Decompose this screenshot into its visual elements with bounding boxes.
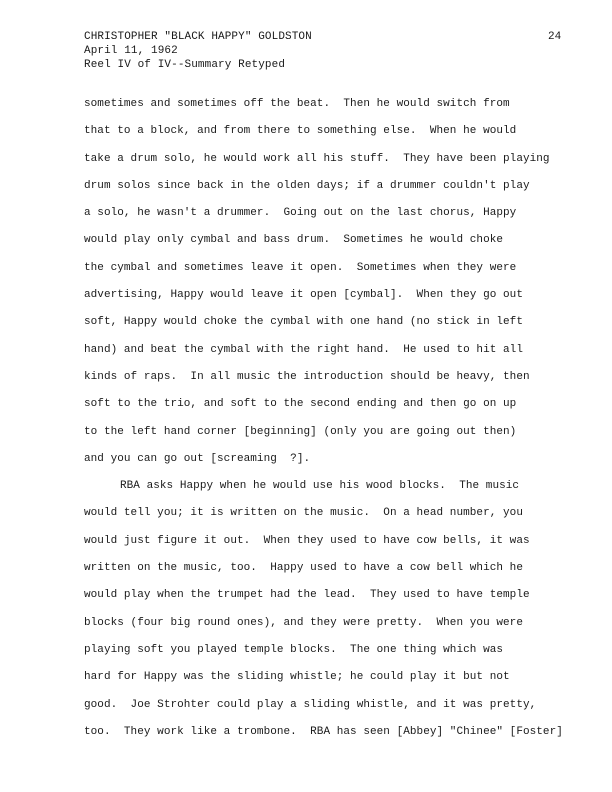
interviewee-name: CHRISTOPHER "BLACK HAPPY" GOLDSTON	[84, 31, 312, 43]
text-line: would play only cymbal and bass drum. Sometimes he would choke	[84, 234, 504, 247]
text-line: too. They work like a trombone. RBA has seen [Abbey] "Chinee" [Foster]	[84, 725, 563, 738]
text-line: the cymbal and sometimes leave it open. Sometimes when they were	[84, 261, 517, 274]
text-line: drum solos since back in the olden days; if a drummer couldn't play	[84, 179, 530, 192]
text-line: would play when the trumpet had the lead. They used to have temple	[84, 589, 530, 602]
text-line: blocks (four big round ones), and they were pretty. When you were	[84, 616, 523, 629]
text-line: would just figure it out. When they used to have cow bells, it was	[84, 534, 530, 547]
page-number: 24	[548, 31, 562, 43]
text-line: take a drum solo, he would work all his stuff. They have been playing	[84, 152, 550, 165]
interview-date: April 11, 1962	[84, 45, 178, 57]
text-line: good. Joe Strohter could play a sliding whistle, and it was pretty,	[84, 698, 537, 711]
text-line: kinds of raps. In all music the introduction should be heavy, then	[84, 370, 530, 383]
text-line: soft to the trio, and soft to the second ending and then go on up	[84, 398, 517, 411]
text-line: would tell you; it is written on the music. On a head number, you	[84, 507, 523, 520]
text-line: and you can go out [screaming ?].	[84, 452, 311, 465]
transcript-body	[84, 97, 612, 752]
text-line: sometimes and sometimes off the beat. Then he would switch from	[84, 98, 510, 110]
paragraph-start-line: RBA asks Happy when he would use his wood blocks. The music	[120, 480, 520, 493]
text-line: hard for Happy was the sliding whistle; he could play it but not	[84, 671, 510, 684]
text-line: a solo, he wasn't a drummer. Going out on the last chorus, Happy	[84, 207, 517, 220]
text-line: written on the music, too. Happy used to have a cow bell which he	[84, 562, 523, 575]
text-line: hand) and beat the cymbal with the right hand. He used to hit all	[84, 343, 523, 356]
text-line: advertising, Happy would leave it open [cymbal]. When they go out	[84, 289, 523, 302]
document-header	[84, 30, 312, 72]
text-line: soft, Happy would choke the cymbal with one hand (no stick in left	[84, 316, 523, 329]
reel-info: Reel IV of IV--Summary Retyped	[84, 59, 286, 71]
text-line: that to a block, and from there to something else. When he would	[84, 125, 517, 138]
text-line: to the left hand corner [beginning] (only you are going out then)	[84, 425, 517, 438]
text-line: playing soft you played temple blocks. The one thing which was	[84, 643, 504, 656]
